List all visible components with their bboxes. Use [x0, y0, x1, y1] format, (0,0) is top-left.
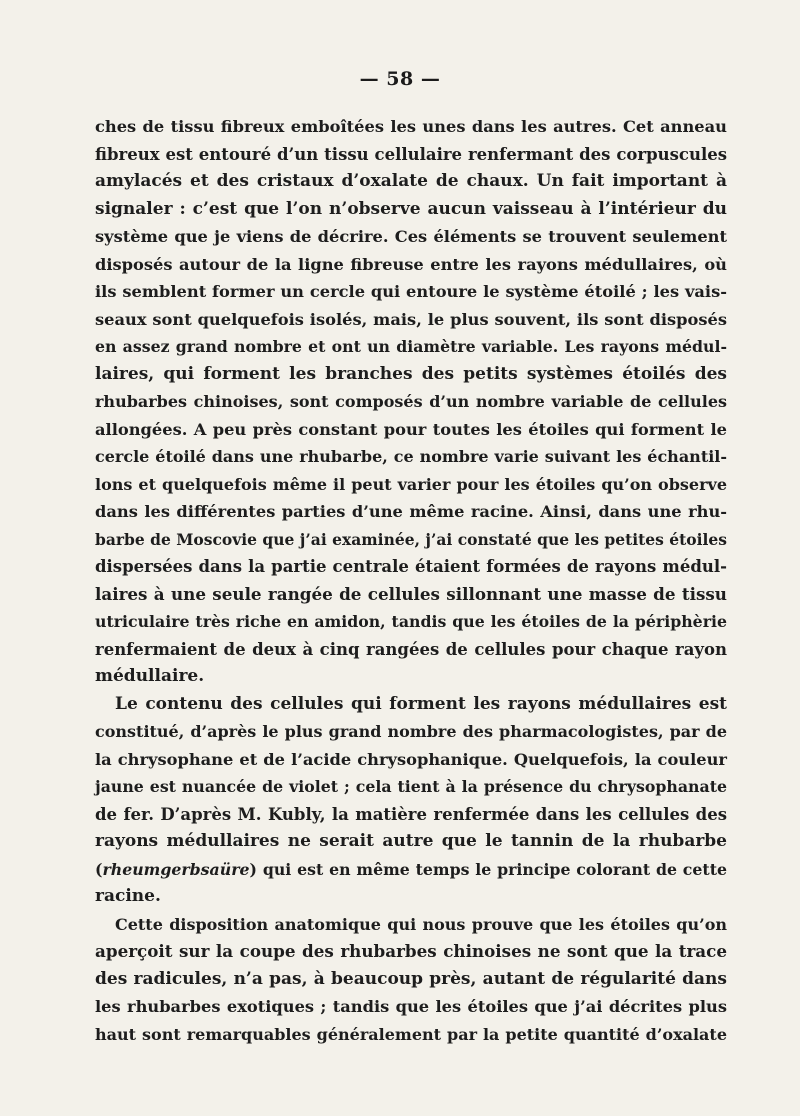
- text-line: Cette disposition anatomique qui nous prouve que les étoiles qu’on: [115, 914, 727, 934]
- text-line: jaune est nuancée de violet ; cela tient à la présence du chrysophanate: [95, 777, 727, 796]
- text-line: racine.: [95, 886, 161, 906]
- page-number: — 58 —: [359, 68, 441, 90]
- text-line: laires à une seule rangée de cellules sillonnant une masse de tissu: [95, 583, 727, 604]
- text-line: aperçoit sur la coupe des rhubarbes chinoises ne sont que la trace: [95, 941, 727, 961]
- text-line: rhubarbes chinoises, sont composés d’un nombre variable de cellules: [95, 392, 727, 411]
- text-line: médullaire.: [95, 666, 205, 686]
- text-line: la chrysophane et de l’acide chrysophanique. Quelquefois, la couleur: [95, 749, 727, 769]
- text-line: en assez grand nombre et ont un diamètre variable. Les rayons médul-: [95, 337, 727, 356]
- text-line: laires, qui forment les branches des petits systèmes étoilés des: [95, 363, 727, 384]
- text-line: ches de tissu fibreux emboîtées les unes dans les autres. Cet anneau: [95, 117, 727, 136]
- text-line: allongées. A peu près constant pour toutes les étoiles qui forment le: [95, 419, 727, 439]
- text-line-suffix: ) qui est en même temps le principe colorant de cette: [249, 859, 727, 879]
- text-line: signaler : c’est que l’on n’observe aucun vaisseau à l’intérieur du: [95, 198, 727, 219]
- text-line: [95, 856, 727, 884]
- text-line: système que je viens de décrire. Ces éléments se trouvent seulement: [95, 227, 727, 246]
- text-line: utriculaire très riche en amidon, tandis que les étoiles de la périphèrie: [95, 612, 727, 631]
- text-line: disposés autour de la ligne fibreuse entre les rayons médullaires, où: [95, 254, 727, 274]
- text-line-prefix: (: [95, 859, 103, 879]
- text-line: des radicules, n’a pas, à beaucoup près, autant de régularité dans: [95, 968, 727, 989]
- text-line: fibreux est entouré d’un tissu cellulaire renfermant des corpuscules: [95, 144, 727, 164]
- text-line: Le contenu des cellules qui forment les rayons médullaires est: [115, 693, 727, 714]
- text-line: rayons médullaires ne serait autre que le tannin de la rhubarbe: [95, 831, 727, 851]
- body-text: [95, 113, 727, 1048]
- text-line: dans les différentes parties d’une même racine. Ainsi, dans une rhu-: [95, 502, 727, 521]
- text-line: barbe de Moscovie que j’ai examinée, j’ai constaté que les petites étoiles: [95, 529, 727, 549]
- text-line: amylacés et des cristaux d’oxalate de chaux. Un fait important à: [95, 171, 727, 191]
- text-line: dispersées dans la partie centrale étaient formées de rayons médul-: [95, 557, 727, 576]
- text-line: de fer. D’après M. Kubly, la matière renfermée dans les cellules des: [95, 804, 727, 824]
- text-line: haut sont remarquables généralement par la petite quantité d’oxalate: [95, 1024, 727, 1044]
- text-line: lons et quelquefois même il peut varier pour les étoiles qu’on observe: [95, 474, 727, 494]
- text-line: constitué, d’après le plus grand nombre des pharmacologistes, par de: [95, 722, 727, 741]
- text-line: ils semblent former un cercle qui entoure le système étoilé ; les vais-: [95, 282, 727, 301]
- italic-term: rheumgerbsaüre: [102, 859, 250, 879]
- text-line: renfermaient de deux à cinq rangées de cellules pour chaque rayon: [95, 639, 727, 659]
- text-line: les rhubarbes exotiques ; tandis que les étoiles que j’ai décrites plus: [95, 997, 727, 1016]
- text-line: seaux sont quelquefois isolés, mais, le plus souvent, ils sont disposés: [95, 309, 727, 329]
- text-line: cercle étoilé dans une rhubarbe, ce nombre varie suivant les échantil-: [95, 447, 727, 466]
